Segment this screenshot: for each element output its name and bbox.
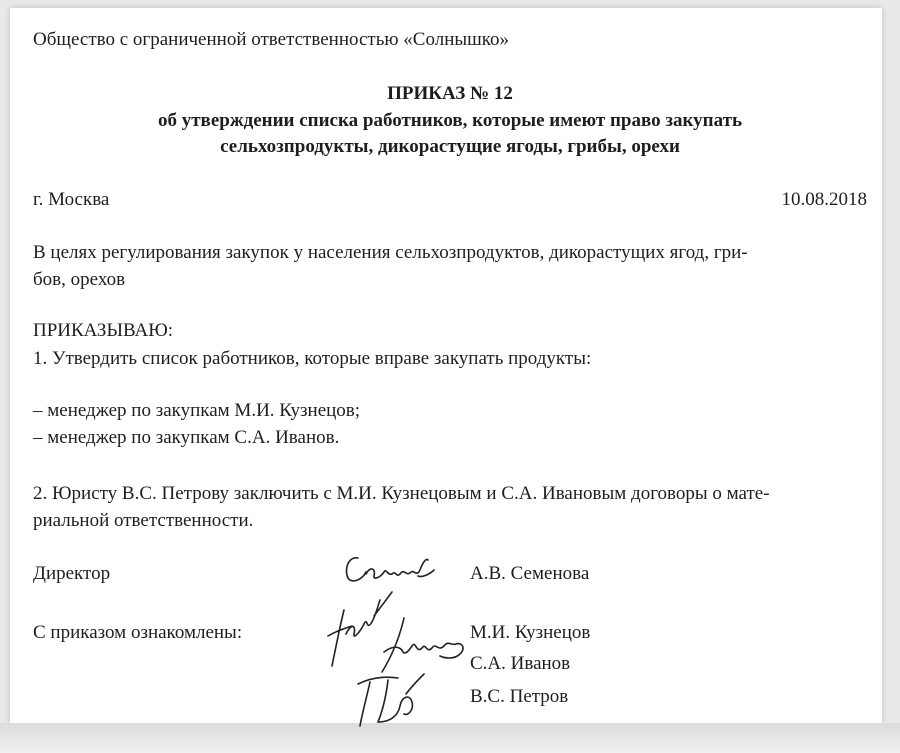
order-item-2-line-2: риальной ответственности. bbox=[33, 510, 254, 531]
order-item-2-line-1: 2. Юристу В.С. Петрову заключить с М.И. Кузнецовым и С.А. Ивановым договоры о мате- bbox=[33, 483, 770, 504]
order-word: ПРИКАЗЫВАЮ: bbox=[33, 320, 174, 341]
page-shadow bbox=[0, 723, 900, 753]
order-item-1: 1. Утвердить список работников, которые вправе закупать продукты: bbox=[33, 348, 592, 369]
acquainted-name: М.И. Кузнецов bbox=[470, 622, 591, 643]
order-date: 10.08.2018 bbox=[781, 189, 867, 210]
employee-list-item: – менеджер по закупкам М.И. Кузнецов; bbox=[33, 400, 361, 421]
preamble-line-2: бов, орехов bbox=[33, 269, 126, 290]
organization-name: Общество с ограниченной ответственностью «Солнышко» bbox=[33, 29, 510, 50]
order-title: ПРИКАЗ № 12 bbox=[387, 83, 513, 104]
director-name: А.В. Семенова bbox=[470, 563, 590, 584]
acquainted-name: В.С. Петров bbox=[470, 686, 569, 707]
director-label: Директор bbox=[33, 563, 111, 584]
preamble-line-1: В целях регулирования закупок у населения сельхозпродуктов, дикорастущих ягод, гри- bbox=[33, 242, 748, 263]
acquainted-name: С.А. Иванов bbox=[470, 653, 571, 674]
order-subtitle-line-2: сельхозпродукты, дикорастущие ягоды, грибы, орехи bbox=[220, 136, 680, 157]
acquainted-label: С приказом ознакомлены: bbox=[33, 622, 243, 643]
employee-list-item: – менеджер по закупкам С.А. Иванов. bbox=[33, 427, 340, 448]
petrov-signature bbox=[350, 664, 430, 732]
city: г. Москва bbox=[33, 189, 110, 210]
order-subtitle-line-1: об утверждении списка работников, которые имеют право закупать bbox=[157, 110, 743, 131]
